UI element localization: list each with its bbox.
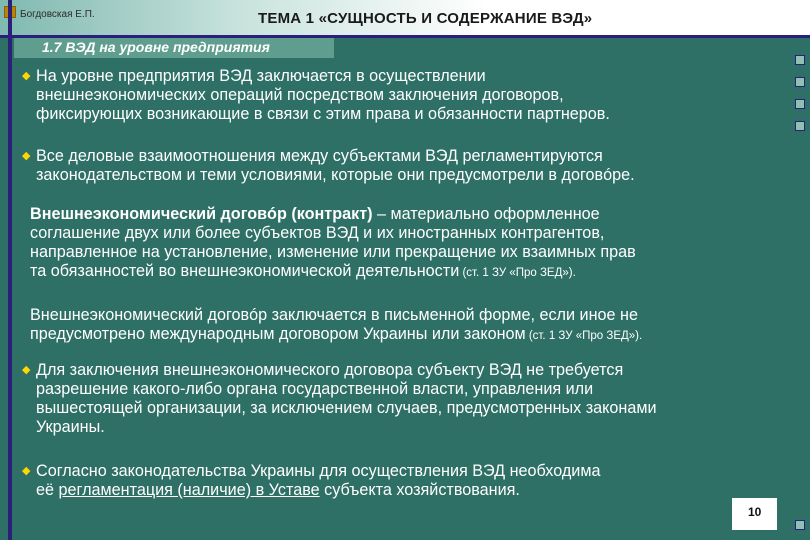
diamond-bullet-icon: ◆ — [22, 465, 31, 477]
p6-line2-pre: её — [36, 481, 59, 499]
p4-line2 — [30, 325, 800, 346]
charter-regulation-text: регламентация (наличие) в Уставе — [58, 481, 320, 499]
p3-line2: соглашение двух или более субъектов ВЭД и их иностранных контрагентов, — [30, 224, 605, 242]
vertical-accent-line — [8, 0, 12, 540]
p3-line4-text: та обязанностей во внешнеэкономической деятельности — [30, 262, 460, 280]
p1-line1: На уровне предприятия ВЭД заключается в осуществлении — [36, 67, 486, 85]
p2-line1: Все деловые взаимоотношения между субъектами ВЭД регламентируются — [36, 147, 603, 165]
p3-line1 — [30, 205, 790, 224]
decor-square — [795, 121, 805, 131]
diamond-bullet-icon: ◆ — [22, 70, 31, 82]
p3-line4 — [30, 262, 790, 283]
p6-line2-post: субъекта хозяйствования. — [319, 481, 520, 499]
decor-square — [795, 77, 805, 87]
p1-line3: фиксирующих возникающие в связи с этим права и обязанности партнеров. — [36, 105, 610, 123]
diamond-bullet-icon: ◆ — [22, 364, 31, 376]
p5-line4: Украины. — [36, 418, 105, 436]
page-number: 10 — [748, 505, 762, 519]
p6-line2 — [36, 481, 796, 500]
law-reference: (ст. 1 ЗУ «Про ЗЕД»). — [459, 267, 576, 279]
p3-line1-rest: – материально оформленное — [372, 205, 600, 223]
paragraph-1 — [36, 67, 796, 124]
slide-title: ТЕМА 1 «СУЩНОСТЬ И СОДЕРЖАНИЕ ВЭД» — [258, 10, 593, 27]
decor-square — [795, 55, 805, 65]
p3-line3: направленное на установление, изменение или прекращение их взаимных прав — [30, 243, 636, 261]
paragraph-5 — [36, 361, 806, 437]
p4-line1: Внешнеэкономический договóр заключается в письменной форме, если иное не — [30, 306, 638, 324]
p5-line2: разрешение какого-либо органа государственной власти, управления или — [36, 380, 594, 398]
author-label: Богдовская Е.П. — [20, 9, 95, 20]
p5-line3: вышестоящей организации, за исключением случаев, предусмотренных законами — [36, 399, 657, 417]
p2-line2: законодательством и теми условиями, которые они предусмотрели в договóре. — [36, 166, 635, 184]
p1-line2: внешнеэкономических операций посредством заключения договоров, — [36, 86, 564, 104]
contract-term: Внешнеэкономический договóр (контракт) — [30, 205, 373, 223]
decor-square — [795, 520, 805, 530]
paragraph-4 — [30, 306, 800, 346]
slide-subtitle: 1.7 ВЭД на уровне предприятия — [42, 39, 270, 55]
p5-line1: Для заключения внешнеэкономического договора субъекту ВЭД не требуется — [36, 361, 624, 379]
paragraph-3 — [30, 205, 790, 283]
p4-line2-text: предусмотрено международным договором Украины или законом — [30, 325, 526, 343]
diamond-bullet-icon: ◆ — [22, 150, 31, 162]
paragraph-2 — [36, 147, 796, 185]
decor-square — [795, 99, 805, 109]
p6-line1: Согласно законодательства Украины для осуществления ВЭД необходима — [36, 462, 601, 480]
paragraph-6 — [36, 462, 796, 500]
law-reference: (ст. 1 ЗУ «Про ЗЕД»). — [525, 330, 643, 342]
